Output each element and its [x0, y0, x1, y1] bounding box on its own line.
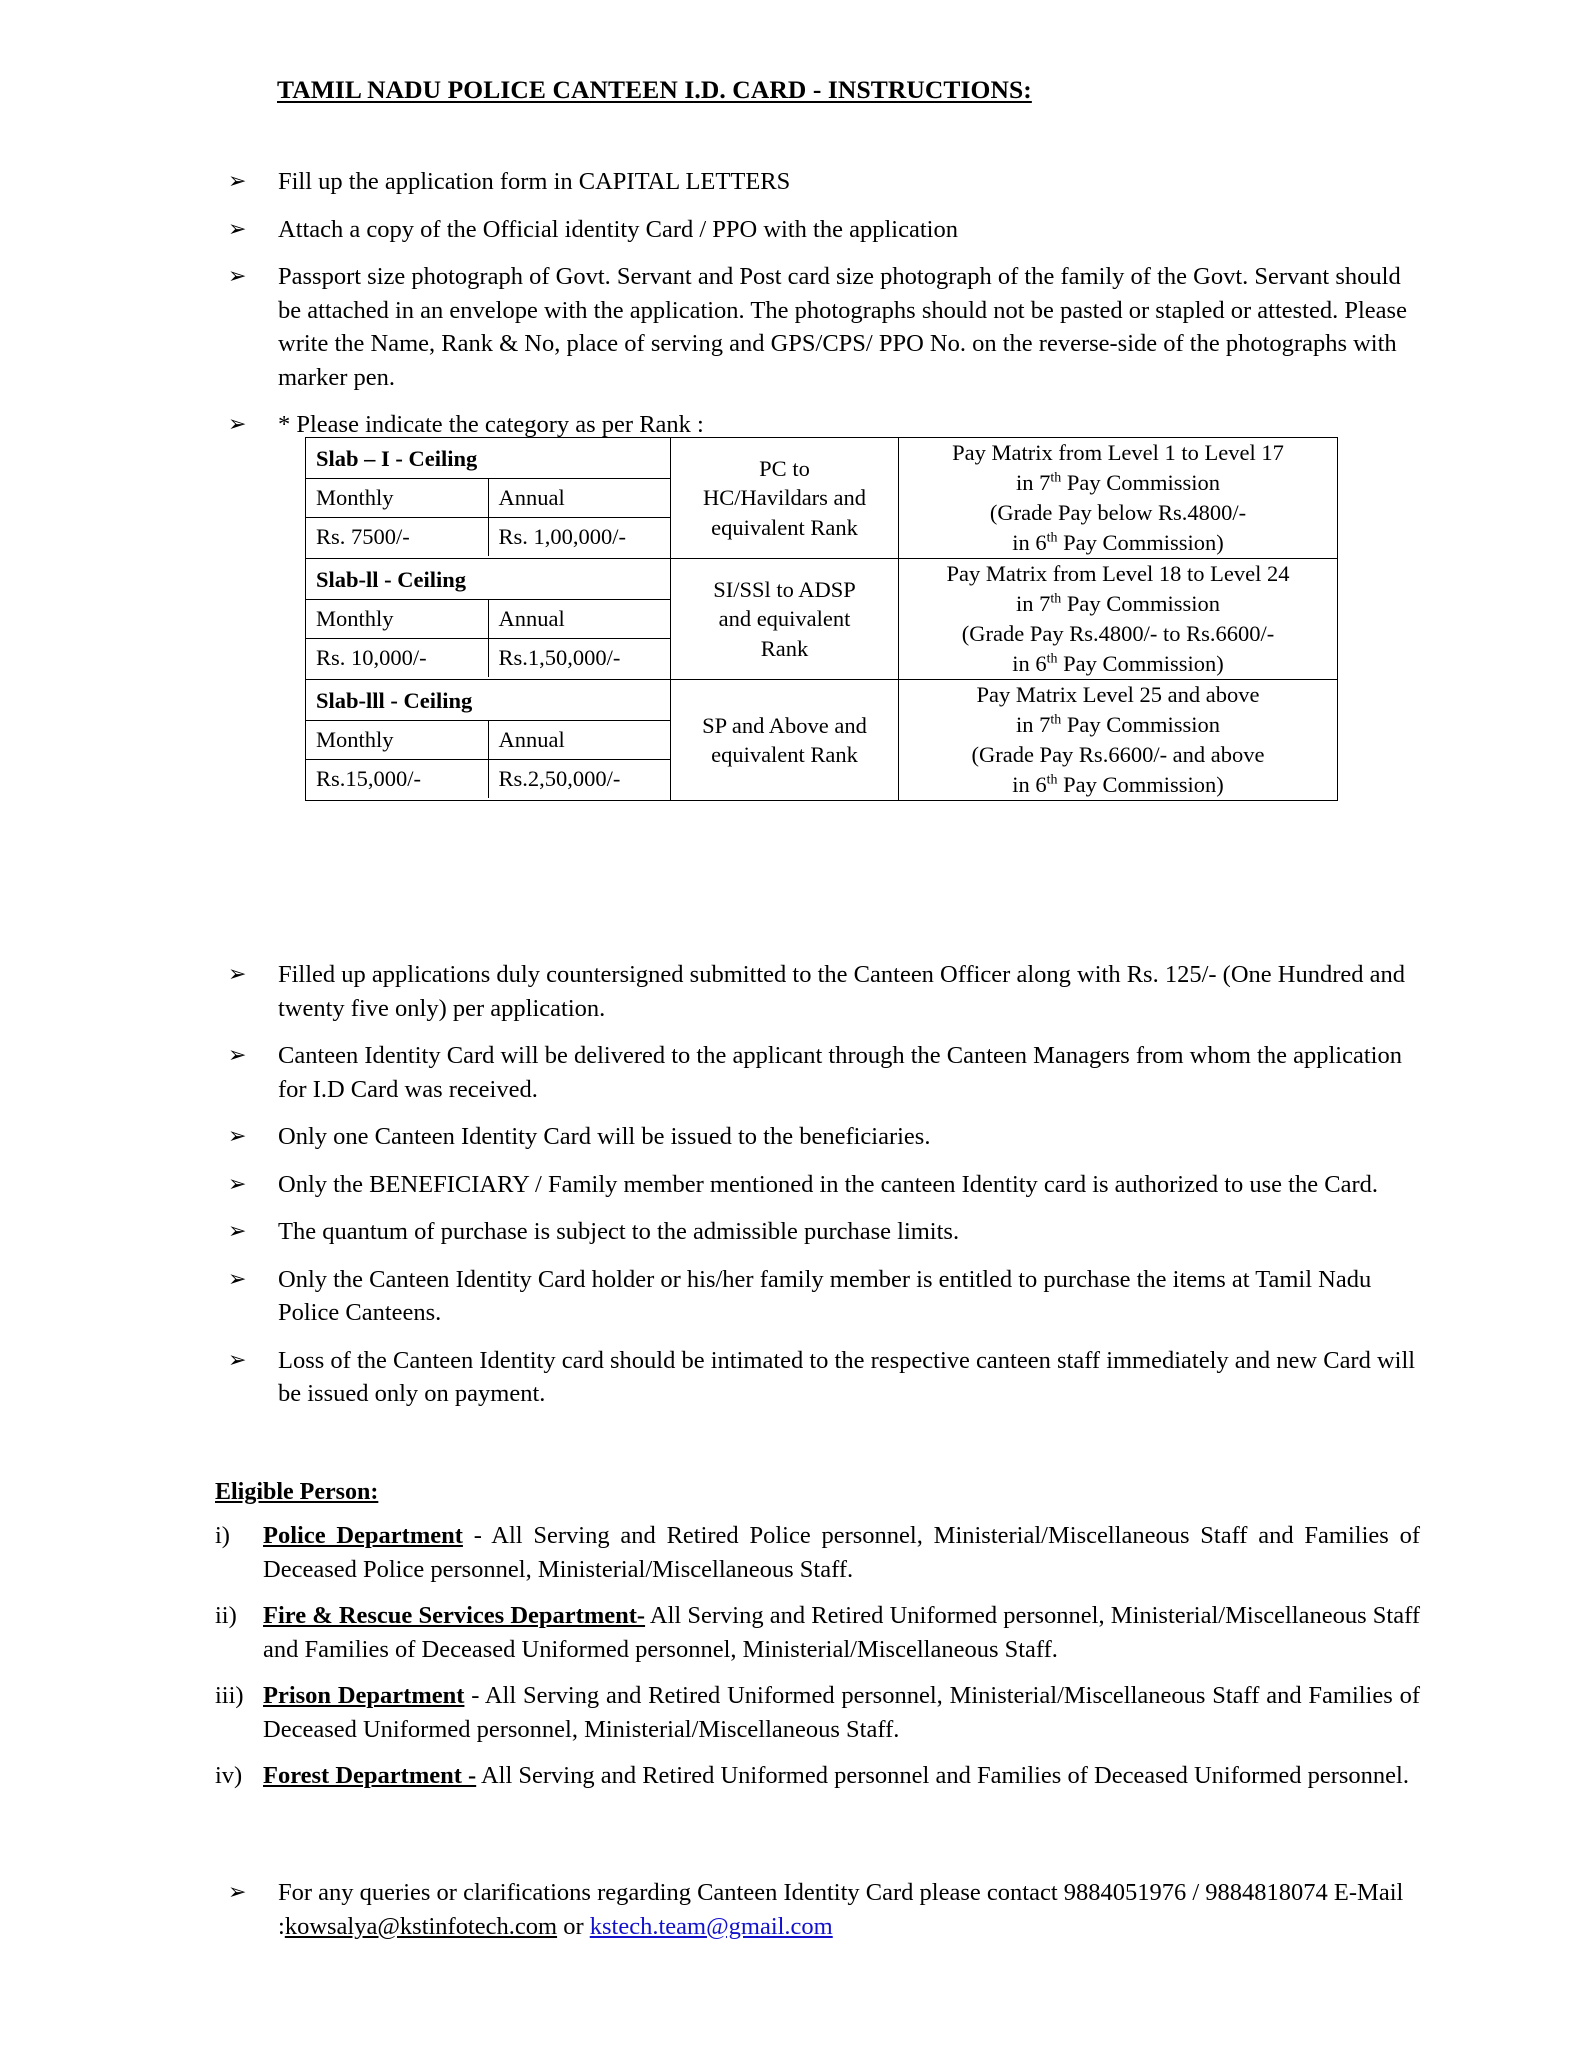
instruction-text: Only one Canteen Identity Card will be issued to the beneficiaries. [278, 1123, 931, 1150]
instruction-item [228, 165, 1418, 199]
instruction-item [228, 1215, 1418, 1249]
page-title: TAMIL NADU POLICE CANTEEN I.D. CARD - INSTRUCTIONS: [277, 75, 1032, 104]
slab-annual-value: Rs. 1,00,000/- [488, 518, 670, 557]
instruction-text: The quantum of purchase is subject to the admissible purchase limits. [278, 1218, 960, 1245]
table-row [306, 680, 1338, 801]
arrow-bullet-icon: ➢ [228, 1123, 247, 1148]
instruction-item [228, 213, 1418, 247]
arrow-bullet-icon: ➢ [228, 1170, 247, 1196]
slab-subheader-annual: Annual [488, 479, 670, 518]
eligible-person-list [215, 1519, 1420, 1806]
eligible-person-item [215, 1759, 1420, 1793]
arrow-bullet-icon: ➢ [228, 411, 247, 436]
department-name: Fire & Rescue Services Department- [263, 1602, 646, 1629]
department-description: - All Serving and Retired Police personnel, Ministerial/Miscellaneous Staff and Families of Deceased Police personnel, Ministerial/Miscellaneous Staff. [263, 1522, 1421, 1583]
rank-cell: SI/SSl to ADSP and equivalent Rank [671, 559, 899, 680]
slab-monthly-value: Rs.15,000/- [306, 760, 488, 799]
instruction-text: Filled up applications duly countersigned submitted to the Canteen Officer along with Rs. 125/- (One Hundred and twenty five only) per application. [278, 961, 1405, 1022]
arrow-bullet-icon: ➢ [228, 263, 247, 288]
instruction-item [228, 1263, 1418, 1330]
instruction-text: Passport size photograph of Govt. Servant and Post card size photograph of the family of the Govt. Servant should be attached in an envelope with the application. The photographs should not be pasted or stapled or attested. Please write the Name, Rank & No, place of serving and GPS/CPS/ PPO No. on the reverse-side of the photographs with marker pen. [278, 263, 1407, 391]
instruction-text: Loss of the Canteen Identity card should be intimated to the respective canteen staff immediately and new Card will be issued only on payment. [278, 1346, 1416, 1407]
slab-subheader-monthly: Monthly [306, 479, 488, 518]
slab-cell [306, 680, 671, 801]
pay-matrix-cell: Pay Matrix from Level 1 to Level 17 in 7th Pay Commission (Grade Pay below Rs.4800/- in 6th Pay Commission) [899, 438, 1338, 559]
instruction-item [228, 1344, 1418, 1411]
slab-monthly-value: Rs. 7500/- [306, 518, 488, 557]
instruction-text: Only the BENEFICIARY / Family member mentioned in the canteen Identity card is authorized to use the Card. [278, 1170, 1378, 1198]
table-row [306, 438, 1338, 559]
instruction-text: * Please indicate the category as per Rank : [278, 411, 704, 438]
email-address-plain[interactable]: kowsalya@kstinfotech.com [284, 1912, 558, 1940]
ordinal-suffix: th [1050, 470, 1062, 486]
contact-text: For any queries or clarifications regarding Canteen Identity Card please contact 9884051976 / 9884818074 E-Mail : [278, 1879, 1404, 1940]
ordinal-suffix: th [1046, 772, 1058, 788]
contact-item [228, 1876, 1423, 1943]
slab-subheader-monthly: Monthly [306, 600, 488, 639]
arrow-bullet-icon: ➢ [228, 961, 247, 986]
contact-separator: or [557, 1912, 590, 1940]
slab-subheader-annual: Annual [488, 600, 670, 639]
slab-subheader-annual: Annual [488, 721, 670, 760]
rank-cell: PC to HC/Havildars and equivalent Rank [671, 438, 899, 559]
slab-ceiling-table [305, 437, 1338, 801]
pay-matrix-cell: Pay Matrix from Level 18 to Level 24 in 7th Pay Commission (Grade Pay Rs.4800/- to Rs.6600/- in 6th Pay Commission) [899, 559, 1338, 680]
instruction-text: Only the Canteen Identity Card holder or his/her family member is entitled to purchase the items at Tamil Nadu Police Canteens. [278, 1265, 1372, 1326]
instructions-top-list [228, 165, 1418, 456]
slab-cell [306, 559, 671, 680]
eligible-person-item [215, 1519, 1420, 1586]
arrow-bullet-icon: ➢ [228, 168, 247, 193]
arrow-bullet-icon: ➢ [228, 1218, 247, 1243]
instructions-bottom-list [228, 958, 1418, 1425]
ordinal-suffix: th [1046, 530, 1058, 546]
department-name: Police Department [263, 1522, 463, 1549]
arrow-bullet-icon: ➢ [228, 1346, 247, 1372]
roman-numeral: ii) [215, 1602, 237, 1629]
email-address-link[interactable]: kstech.team@gmail.com [589, 1912, 833, 1940]
department-name: Forest Department - [263, 1762, 477, 1789]
rank-cell: SP and Above and equivalent Rank [671, 680, 899, 801]
slab-monthly-value: Rs. 10,000/- [306, 639, 488, 678]
department-description: All Serving and Retired Uniformed personnel, Ministerial/Miscellaneous Staff and Families of Deceased Uniformed personnel, Ministerial/Miscellaneous Staff. [263, 1602, 1420, 1663]
ordinal-suffix: th [1046, 651, 1058, 667]
eligible-person-heading: Eligible Person: [215, 1479, 379, 1505]
instruction-text: Attach a copy of the Official identity Card / PPO with the application [278, 215, 958, 243]
ordinal-suffix: th [1050, 591, 1062, 607]
roman-numeral: i) [215, 1522, 230, 1549]
slab-title: Slab – I - Ceiling [316, 446, 478, 471]
contact-list [228, 1876, 1423, 1957]
eligible-person-item [215, 1679, 1420, 1746]
instruction-item [228, 1168, 1418, 1202]
ordinal-suffix: th [1050, 712, 1062, 728]
arrow-bullet-icon: ➢ [228, 215, 247, 241]
slab-annual-value: Rs.2,50,000/- [488, 760, 670, 799]
table-row [306, 559, 1338, 680]
instruction-item [228, 1120, 1418, 1154]
arrow-bullet-icon: ➢ [228, 1265, 247, 1291]
department-description: All Serving and Retired Uniformed personnel and Families of Deceased Uniformed personnel. [476, 1762, 1409, 1789]
instruction-text: Fill up the application form in CAPITAL LETTERS [278, 168, 791, 195]
slab-annual-value: Rs.1,50,000/- [488, 639, 670, 678]
arrow-bullet-icon: ➢ [228, 1042, 247, 1067]
roman-numeral: iv) [215, 1762, 243, 1789]
pay-matrix-cell: Pay Matrix Level 25 and above in 7th Pay Commission (Grade Pay Rs.6600/- and above in 6th Pay Commission) [899, 680, 1338, 801]
instruction-text: Canteen Identity Card will be delivered to the applicant through the Canteen Managers from whom the application for I.D Card was received. [278, 1042, 1402, 1103]
slab-subheader-monthly: Monthly [306, 721, 488, 760]
instruction-item [228, 958, 1418, 1025]
slab-cell [306, 438, 671, 559]
arrow-bullet-icon: ➢ [228, 1879, 247, 1904]
slab-title: Slab-ll - Ceiling [316, 567, 467, 592]
instruction-item [228, 1039, 1418, 1106]
instruction-item [228, 260, 1418, 394]
department-description: - All Serving and Retired Uniformed personnel, Ministerial/Miscellaneous Staff and Families of Deceased Uniformed personnel, Ministerial/Miscellaneous Staff. [263, 1682, 1420, 1743]
roman-numeral: iii) [215, 1682, 244, 1709]
department-name: Prison Department [263, 1682, 465, 1709]
eligible-person-item [215, 1599, 1420, 1666]
slab-title: Slab-lll - Ceiling [316, 688, 473, 713]
